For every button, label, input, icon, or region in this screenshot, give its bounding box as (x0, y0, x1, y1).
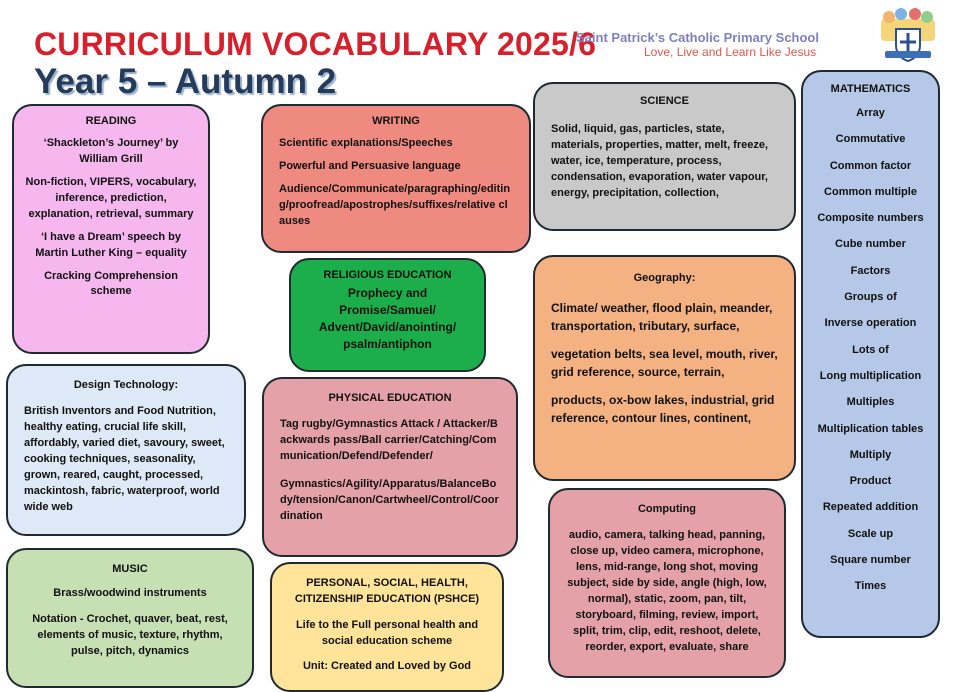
mathematics-term: Multiples (846, 396, 895, 409)
mathematics-term: Repeated addition (822, 501, 919, 514)
re-text: Prophecy and Promise/Samuel/ Advent/David/anointing/ psalm/antiphon (318, 285, 457, 352)
writing-item: Scientific explanations/Speeches (279, 136, 453, 149)
school-name: Saint Patrick’s Catholic Primary School (576, 30, 819, 45)
music-item: Brass/woodwind instruments (53, 586, 207, 599)
pshce-item: Unit: Created and Loved by God (302, 659, 472, 672)
mathematics-term: Times (854, 580, 887, 593)
mathematics-term: Factors (850, 264, 891, 277)
mathematics-term: Scale up (847, 527, 894, 540)
geography-heading: Geography: (633, 272, 696, 284)
design-technology-panel (6, 364, 246, 536)
science-text: Solid, liquid, gas, particles, state, materials, properties, matter, melt, freeze, water, ice, temperature, process, condensation, evaporation, water vapour, energy, precipitation, collection, (551, 122, 769, 199)
re-heading: RELIGIOUS EDUCATION (323, 269, 452, 281)
page-subtitle: Year 5 – Autumn 2 (34, 62, 337, 101)
mathematics-term: Product (849, 475, 892, 488)
geography-item: vegetation belts, sea level, mouth, river, grid reference, source, terrain, (551, 346, 778, 379)
computing-heading: Computing (637, 503, 697, 515)
religious-education-panel (289, 258, 486, 372)
mathematics-heading: MATHEMATICS (830, 83, 911, 95)
computing-panel (548, 488, 786, 678)
mathematics-term: Common factor (829, 159, 912, 172)
mathematics-term: Commutative (835, 133, 906, 146)
mathematics-term: Cube number (835, 238, 906, 251)
mathematics-term: Multiplication tables (817, 422, 924, 435)
mathematics-term: Groups of (844, 291, 897, 304)
pshce-panel (270, 562, 504, 692)
reading-item: Cracking Comprehension scheme (44, 269, 178, 298)
pshce-heading: PERSONAL, SOCIAL, HEALTH, CITIZENSHIP EDUCATION (PSHCE) (294, 577, 480, 605)
reading-item: ‘I have a Dream’ speech by Martin Luther King – equality (35, 230, 187, 259)
reading-item: ‘Shackleton’s Journey’ by William Grill (43, 136, 179, 165)
writing-item: Powerful and Persuasive language (279, 159, 461, 172)
pshce-item: Life to the Full personal health and social education scheme (295, 618, 479, 647)
dt-heading: Design Technology: (73, 379, 179, 391)
geography-item: Climate/ weather, flood plain, meander, transportation, tributary, surface, (551, 300, 773, 333)
dt-text: British Inventors and Food Nutrition, healthy eating, crucial life skill, affordably, varied diet, savoury, sweet, cooking techniques, seasonality, grown, reared, caught, processed, mackintosh, fabric, waterproof, world wide web (24, 404, 225, 513)
music-heading: MUSIC (112, 563, 148, 575)
reading-panel (12, 104, 210, 354)
page-title: CURRICULUM VOCABULARY 2025/6 (34, 26, 597, 62)
music-panel (6, 548, 254, 688)
mathematics-term: Multiply (849, 448, 892, 461)
writing-heading: WRITING (372, 115, 420, 127)
mathematics-list (809, 100, 932, 600)
music-item: Notation - Crochet, quaver, beat, rest, elements of music, texture, rhythm, pulse, pitch, dynamics (32, 612, 228, 657)
mathematics-term: Inverse operation (824, 317, 917, 330)
pe-heading: PHYSICAL EDUCATION (328, 392, 452, 404)
writing-item: Audience/Communicate/paragraphing/editing/proofread/apostrophes/suffixes/relative clauses (279, 182, 511, 227)
reading-item: Non-fiction, VIPERS, vocabulary, inference, prediction, explanation, retrieval, summary (25, 175, 197, 220)
science-heading: SCIENCE (640, 95, 689, 107)
mathematics-term: Long multiplication (819, 369, 922, 382)
mathematics-term: Common multiple (824, 185, 917, 198)
school-crest-icon (879, 5, 937, 63)
writing-panel (261, 104, 531, 253)
geography-item: products, ox-bow lakes, industrial, grid reference, contour lines, continent, (551, 392, 775, 425)
geography-panel (533, 255, 796, 481)
reading-heading: READING (85, 115, 137, 127)
computing-text: audio, camera, talking head, panning, close up, video camera, microphone, lens, mid-range, long shot, moving subject, side by side, angle (high, low, normal), static, zoom, pan, tilt, storyboard, filming, review, import, split, trim, clip, edit, reshoot, delete, reorder, export, evaluate, share (567, 528, 767, 653)
pe-item: Gymnastics/Agility/Apparatus/BalanceBody/tension/Canon/Cartwheel/Control/Coordination (280, 477, 499, 522)
mathematics-term: Square number (830, 553, 911, 566)
physical-education-panel (262, 377, 518, 557)
mathematics-term: Composite numbers (817, 212, 924, 225)
mathematics-panel (801, 70, 940, 638)
mathematics-term: Lots of (852, 343, 889, 356)
pe-item: Tag rugby/Gymnastics Attack / Attacker/Backwards pass/Ball carrier/Catching/Communication/Defend/Defender/ (280, 417, 498, 462)
mathematics-term: Array (856, 106, 885, 119)
science-panel (533, 82, 796, 231)
school-motto: Love, Live and Learn Like Jesus (644, 45, 817, 59)
